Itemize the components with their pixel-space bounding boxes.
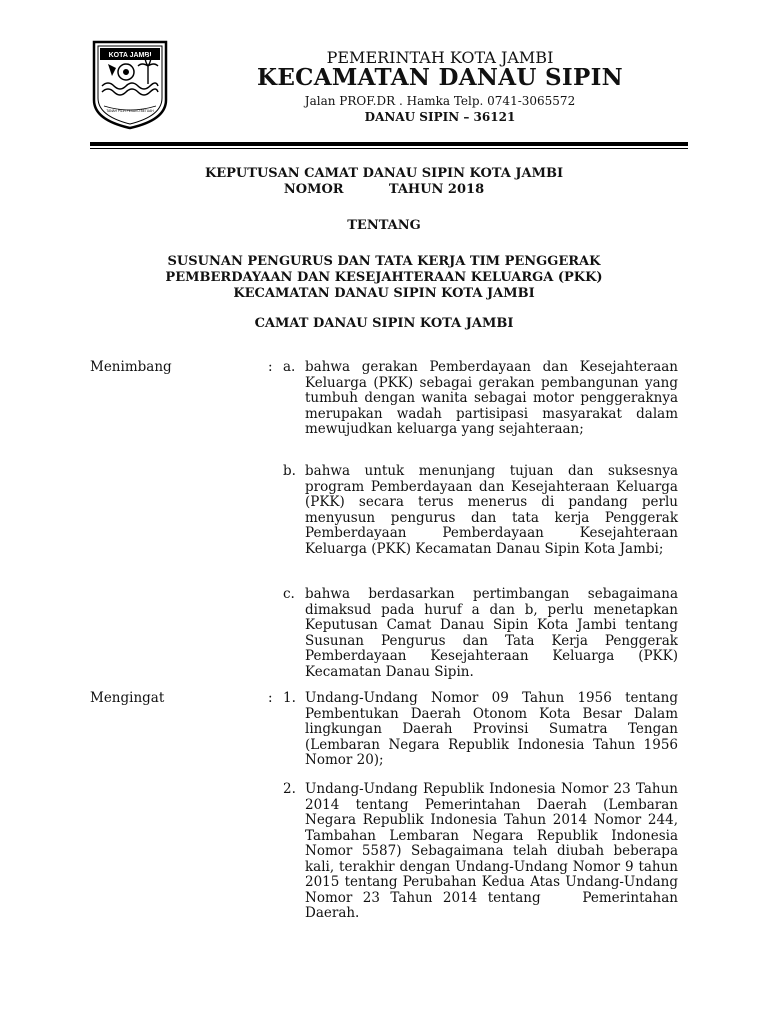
decree-tentang: TENTANG <box>347 218 421 233</box>
decree-number: NOMOR TAHUN 2018 <box>283 182 485 197</box>
letterhead-government: PEMERINTAH KOTA JAMBI <box>326 48 554 67</box>
menimbang-item-c-marker: c. <box>283 586 295 602</box>
mengingat-item-1-marker: 1. <box>283 690 296 706</box>
mengingat-label: Mengingat <box>90 690 165 706</box>
menimbang-item-a: bahwa gerakan Pemberdayaan dan Kesejahteraan Keluarga (PKK) sebagai gerakan pembangunan yang tumbuh dengan wanita sebagai motor penggeraknya merupakan wadah partisipasi masyarakat dalam mewujudkan keluarga yang sejahteraan; <box>305 359 678 437</box>
logo-label: KOTA JAMBI <box>108 52 152 59</box>
logo-motto: TANAH PILIH PESAKO BETUAH <box>106 109 154 113</box>
letterhead-rule-thin <box>90 148 688 149</box>
decree-authority: CAMAT DANAU SIPIN KOTA JAMBI <box>254 316 514 331</box>
decree-subject-line-1: SUSUNAN PENGURUS DAN TATA KERJA TIM PENGGERAK <box>167 254 601 269</box>
menimbang-item-a-marker: a. <box>283 359 296 375</box>
letterhead-address: Jalan PROF.DR . Hamka Telp. 0741-3065572 <box>304 94 576 108</box>
letterhead-district: KECAMATAN DANAU SIPIN <box>257 64 623 91</box>
letterhead-rule-thick <box>90 142 688 146</box>
menimbang-item-c: bahwa berdasarkan pertimbangan sebagaimana dimaksud pada huruf a dan b, perlu menetapkan Keputusan Camat Danau Sipin Kota Jambi tentang Susunan Pengurus dan Tata Kerja Penggerak Pemberdayaan Kesejahteraan Keluarga (PKK) Kecamatan Danau Sipin. <box>305 586 678 680</box>
menimbang-item-b-marker: b. <box>283 463 296 479</box>
mengingat-item-1: Undang-Undang Nomor 09 Tahun 1956 tentang Pembentukan Daerah Otonom Kota Besar Dalam lingkungan Daerah Provinsi Sumatra Tengan (Lembaran Negara Republik Indonesia Tahun 1956 Nomor 20); <box>305 690 678 768</box>
mengingat-item-2-marker: 2. <box>283 781 296 797</box>
decree-subject-line-2: PEMBERDAYAAN DAN KESEJAHTERAAN KELUARGA (PKK) <box>165 270 603 285</box>
decree-subject-line-3: KECAMATAN DANAU SIPIN KOTA JAMBI <box>233 286 535 301</box>
menimbang-item-b: bahwa untuk menunjang tujuan dan suksesnya program Pemberdayaan dan Kesejahteraan Keluarga (PKK) secara terus menerus di pandang perlu menyusun pengurus dan tata kerja Penggerak Pemberdayaan Pemberdayaan Kesejahteraan Keluarga (PKK) Kecamatan Danau Sipin Kota Jambi; <box>305 463 678 557</box>
menimbang-colon: : <box>268 359 273 375</box>
mengingat-colon: : <box>268 690 273 706</box>
menimbang-label: Menimbang <box>90 359 172 375</box>
kota-jambi-logo <box>90 40 170 130</box>
mengingat-item-2: Undang-Undang Republik Indonesia Nomor 23 Tahun 2014 tentang Pemerintahan Daerah (Lembaran Negara Republik Indonesia Tahun 2014 Nomor 244, Tambahan Lembaran Negara Republik Indonesia Nomor 5587) Sebagaimana telah diubah beberapa kali, terakhir dengan Undang-Undang Nomor 9 tahun 2015 tentang Perubahan Kedua Atas Undang-Undang Nomor 23 Tahun 2014 tentang Pemerintahan Daerah. <box>305 781 683 921</box>
decree-title: KEPUTUSAN CAMAT DANAU SIPIN KOTA JAMBI <box>204 166 564 181</box>
letterhead-postal: DANAU SIPIN – 36121 <box>364 110 516 124</box>
